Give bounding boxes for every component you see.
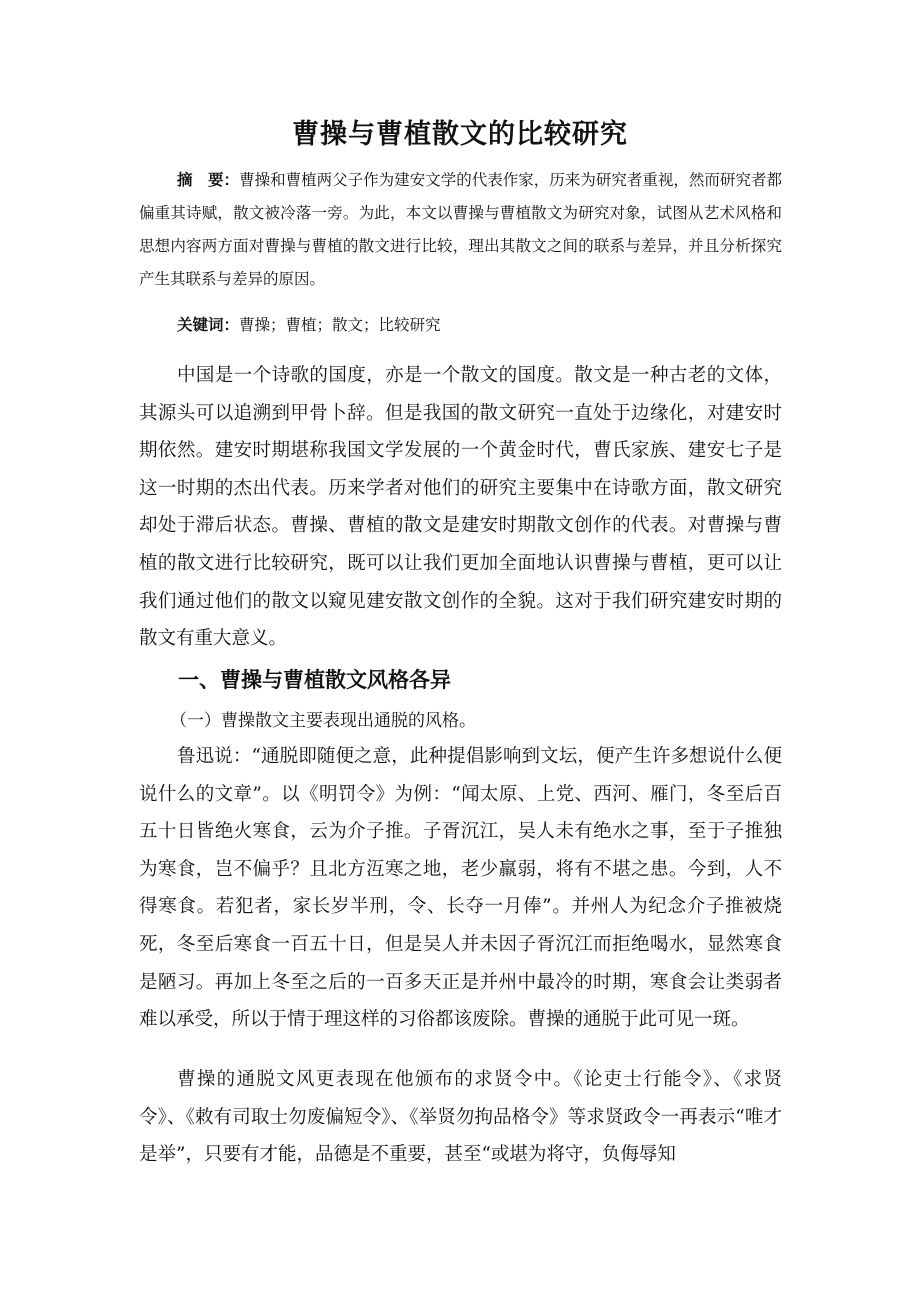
intro-paragraph: 中国是一个诗歌的国度，亦是一个散文的国度。散文是一种古老的文体，其源头可以追溯到甲骨卜辞。但是我国的散文研究一直处于边缘化，对建安时期依然。建安时期堪称我国文学发展的一个黄金时代，曹氏家族、建安七子是这一时期的杰出代表。历来学者对他们的研究主要集中在诗歌方面，散文研究却处于滞后状态。曹操、曹植的散文是建安时期散文创作的代表。对曹操与曹植的散文进行比较研究，既可以让我们更加全面地认识曹操与曹植，更可以让我们通过他们的散文以窥见建安散文创作的全貌。这对于我们研究建安时期的散文有重大意义。: [139, 365, 782, 650]
abstract-paragraph: [139, 164, 782, 296]
keywords-text: 曹操；曹植；散文；比较研究: [239, 316, 441, 334]
keywords-line: [177, 312, 441, 338]
abstract-label: 摘 要：: [177, 171, 240, 189]
keywords-label: 关键词：: [177, 316, 240, 334]
body-paragraph-2: 鲁迅说：“通脱即随便之意，此种提倡影响到文坛，便产生许多想说什么便说什么的文章”。以《明罚令》为例：“闻太原、上党、西河、雁门，冬至后百五十日皆绝火寒食，云为介子推。子胥沉江，吴人未有绝水之事，至于子推独为寒食，岂不偏乎？且北方沍寒之地，老少羸弱，将有不堪之患。今到，人不得寒食。若犯者，家长岁半刑，令、长夺一月俸”。并州人为纪念介子推被烧死，冬至后寒食一百五十日，但是吴人并未因子胥沉江而拒绝喝水，显然寒食是陋习。再加上冬至之后的一百多天正是并州中最冷的时期，寒食会让类弱者难以承受，所以于情于理这样的习俗都该废除。曹操的通脱于此可见一斑。: [139, 746, 782, 1031]
body-paragraph-3: 曹操的通脱文风更表现在他颁布的求贤令中。《论吏士行能令》、《求贤令》、《敕有司取士勿废偏短令》、《举贤勿拘品格令》等求贤政令一再表示“唯才是举”，只要有才能，品德是不重要，甚至“或堪为将守，负侮辱知: [139, 1069, 782, 1166]
subsection-heading: （一）曹操散文主要表现出通脱的风格。: [170, 711, 476, 731]
section-heading: 一、曹操与曹植散文风格各异: [178, 668, 451, 692]
document-title: 曹操与曹植散文的比较研究: [292, 119, 628, 150]
abstract-text: 曹操和曹植两父子作为建安文学的代表作家，历来为研究者重视，然而研究者都偏重其诗赋，散文被冷落一旁。为此，本文以曹操与曹植散文为研究对象，试图从艺术风格和思想内容两方面对曹操与曹植的散文进行比较，理出其散文之间的联系与差异，并且分析探究产生其联系与差异的原因。: [139, 171, 782, 288]
